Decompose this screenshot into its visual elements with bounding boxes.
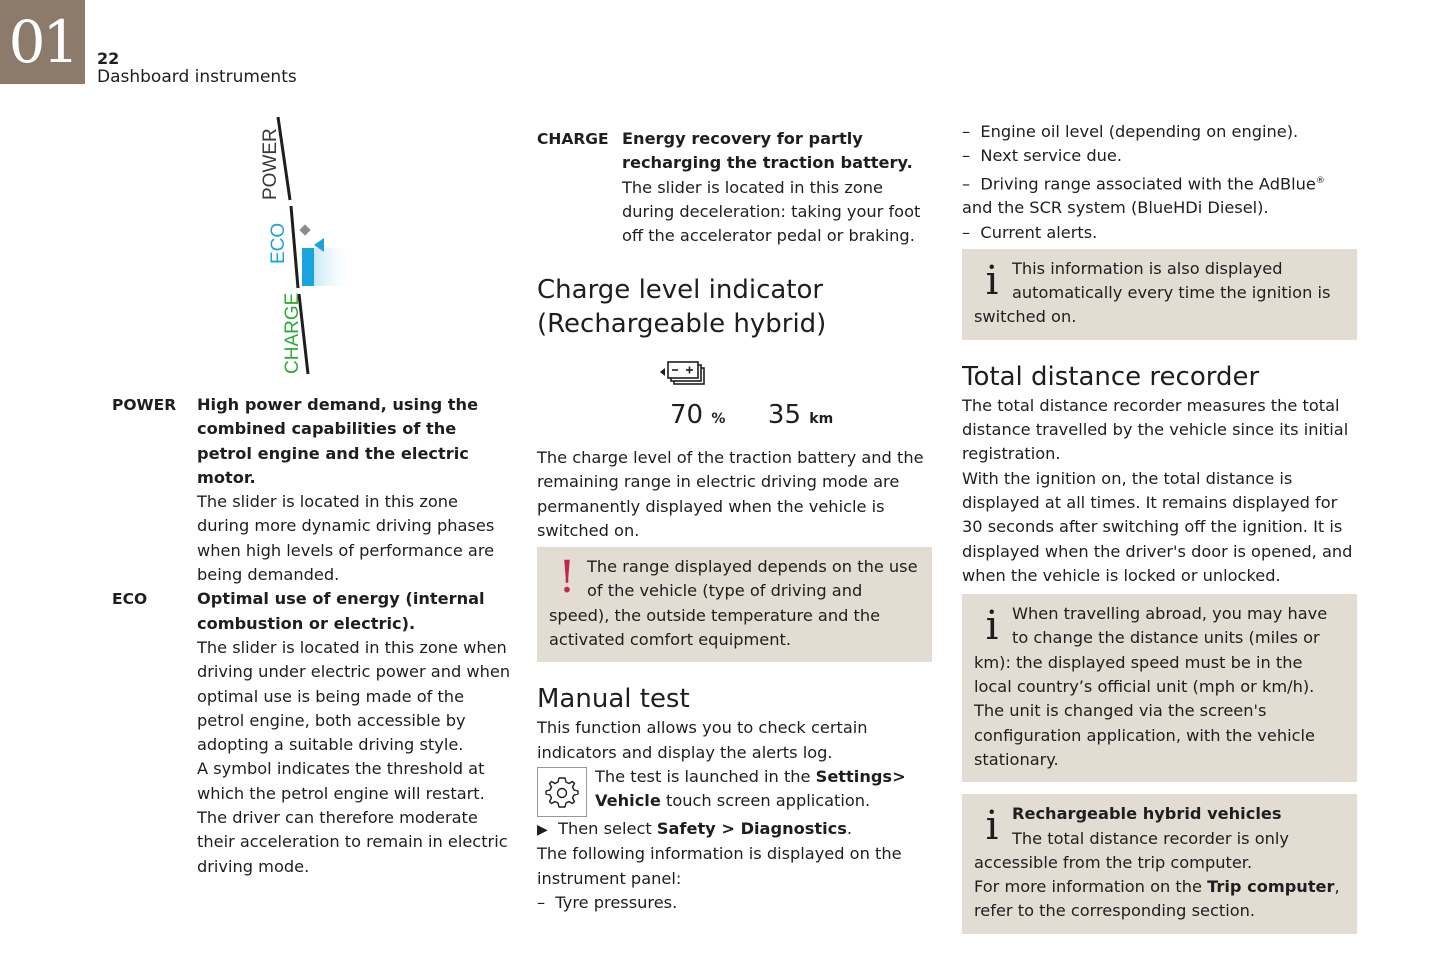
- info-icon: i: [985, 803, 999, 850]
- battery-charge-icon: [660, 360, 708, 388]
- definition-heading: Optimal use of energy (internal combustion or electric).: [197, 589, 485, 633]
- definition-body: A symbol indicates the threshold at which the petrol engine will restart. The driver can therefore moderate their acceleration to remain in electric driving mode.: [197, 759, 508, 876]
- total-distance-para1: The total distance recorder measures the total distance travelled by the vehicle since its initial registration.: [962, 395, 1349, 464]
- definition-term: POWER: [112, 396, 177, 414]
- warning-text: The range displayed depends on the use of the vehicle (type of driving and speed), the outside temperature and the activated comfort equipment.: [549, 557, 918, 650]
- section-heading-total-distance: Total distance recorder: [962, 361, 1260, 392]
- definition-body: The slider is located in this zone when driving under electric power and when optimal use is being made of the petrol engine, both accessible by adopting a suitable driving style.: [197, 637, 511, 755]
- launch-text-end: touch screen application.: [660, 791, 871, 811]
- page-number: 22: [97, 49, 120, 68]
- power-eco-charge-gauge-illustration: [240, 112, 360, 382]
- launch-text: The test is launched in the: [595, 766, 816, 786]
- definition-heading: Energy recovery for partly recharging the traction battery.: [622, 129, 913, 173]
- definition-eco: [112, 587, 512, 879]
- definition-term: CHARGE: [537, 130, 609, 148]
- trip-computer-reference: Trip computer: [1207, 877, 1335, 897]
- definition-heading: High power demand, using the combined capabilities of the petrol engine and the electric motor.: [197, 395, 479, 487]
- list-item-text: Tyre pressures.: [555, 892, 678, 912]
- chapter-tab: 01: [0, 0, 85, 84]
- info-note-hybrid: [962, 794, 1357, 933]
- definition-list-column1: [112, 393, 512, 879]
- section-heading-charge-level: Charge level indicator (Rechargeable hybrid): [537, 275, 827, 339]
- info-text: This information is also displayed automatically every time the ignition is switched on.: [974, 258, 1331, 327]
- info-icon: i: [985, 603, 999, 650]
- section-title: Dashboard instruments: [97, 67, 297, 87]
- arrow-right-icon: ▶: [537, 821, 548, 838]
- list-item: – Engine oil level (depending on engine).: [962, 122, 1299, 141]
- step-text: Then select: [558, 818, 657, 838]
- info-text: The total distance recorder is only accessible from the trip computer.: [974, 828, 1289, 872]
- range-unit: km: [809, 411, 834, 427]
- definition-term: ECO: [112, 590, 148, 609]
- manual-test-intro: This function allows you to check certain indicators and display the alerts log.: [537, 718, 868, 762]
- warning-exclamation-icon: !: [558, 552, 576, 604]
- list-item-text: Next service due.: [980, 146, 1123, 166]
- range-value: 35: [767, 400, 802, 430]
- gauge-label-power: POWER: [260, 128, 281, 200]
- manual-test-launch: [537, 765, 932, 817]
- manual-test-step: [537, 817, 932, 842]
- settings-gear-icon: [537, 767, 587, 817]
- step-path: Safety > Diagnostics: [656, 818, 847, 838]
- gauge-label-charge: CHARGE: [282, 292, 303, 374]
- list-item: – Current alerts.: [962, 222, 1098, 242]
- info-text: , refer to the corresponding section.: [974, 877, 1340, 921]
- manual-test-following: The following information is displayed on the instrument panel:: [537, 844, 902, 888]
- total-distance-para2: With the ignition on, the total distance is displayed at all times. It remains displayed for 30 seconds after switching off the ignition. It is displayed when the driver's door is opened, and when the vehicle is locked or unlocked.: [962, 468, 1353, 585]
- info-text: For more information on the: [974, 877, 1208, 897]
- info-note-units: [962, 594, 1357, 782]
- step-text-end: .: [846, 818, 853, 838]
- list-item-text: Engine oil level (depending on engine).: [980, 122, 1299, 141]
- info-note-manual-test: [962, 249, 1357, 340]
- charge-percent-unit: %: [711, 411, 726, 427]
- gauge-label-eco: ECO: [268, 222, 289, 264]
- list-item-text: Current alerts.: [980, 222, 1098, 242]
- charge-level-description: The charge level of the traction battery and the remaining range in electric driving mode are permanently displayed when the vehicle is switched on.: [537, 448, 924, 540]
- definition-charge: [537, 127, 932, 248]
- info-icon: i: [985, 257, 999, 304]
- charge-values-display: [670, 398, 833, 436]
- definition-body: The slider is located in this zone during more dynamic driving phases when high levels of performance are being demanded.: [197, 492, 495, 585]
- registered-mark: ®: [1315, 175, 1325, 186]
- section-heading-manual-test: Manual test: [537, 684, 690, 715]
- launch-path: Settings> Vehicle: [595, 766, 906, 811]
- info-title: Rechargeable hybrid vehicles: [1012, 804, 1282, 824]
- list-item-text-suffix: and the SCR system (BlueHDi Diesel).: [962, 198, 1269, 218]
- definition-power: [112, 393, 512, 587]
- warning-note: [537, 547, 932, 662]
- list-item: – Next service due.: [962, 146, 1123, 166]
- info-text: The unit is changed via the screen's configuration application, with the vehicle stationary.: [974, 701, 1315, 769]
- list-item: – Tyre pressures.: [537, 892, 678, 912]
- info-text: When travelling abroad, you may have to change the distance units (miles or km): the displayed speed must be in the local country’s official unit (mph or km/h).: [974, 604, 1328, 697]
- definition-body: The slider is located in this zone during deceleration: taking your foot off the accelerator pedal or braking.: [622, 177, 921, 246]
- list-item-text: Driving range associated with the AdBlue: [980, 173, 1316, 193]
- list-item: – Driving range associated with the AdBlue® and the SCR system (BlueHDi Diesel).: [962, 173, 1325, 218]
- charge-percent-value: 70: [670, 400, 704, 430]
